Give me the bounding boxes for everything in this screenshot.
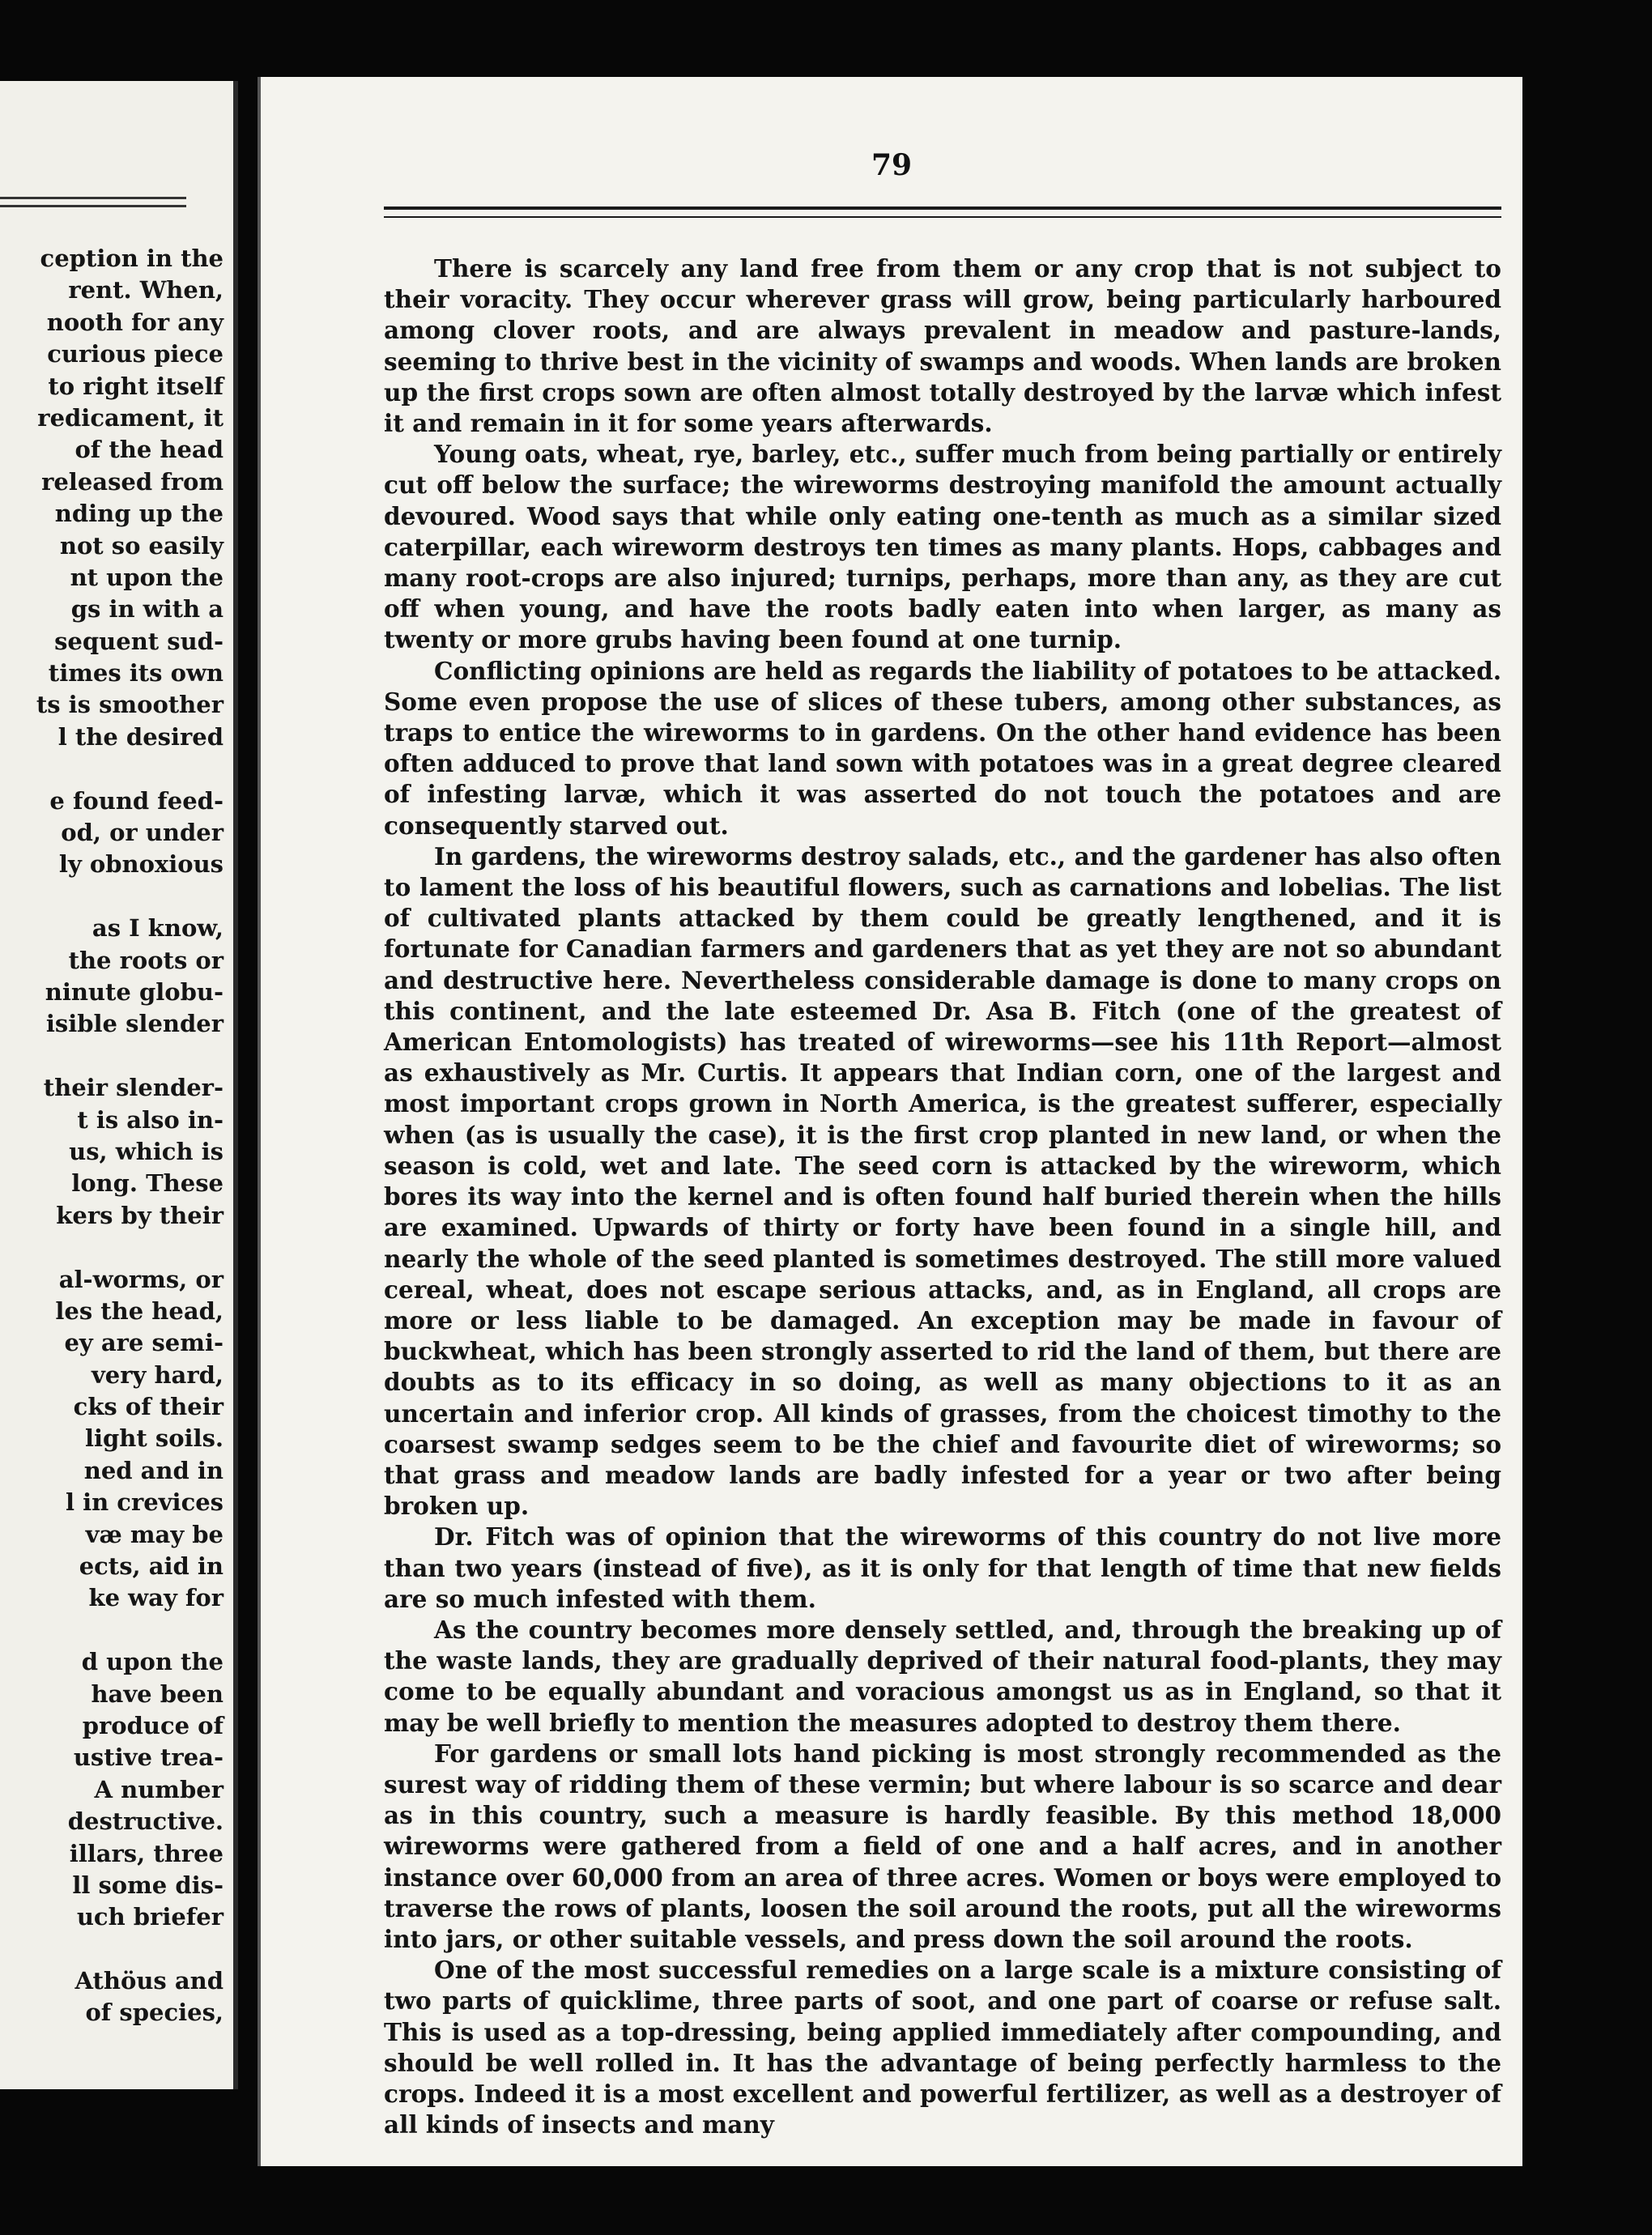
- left-page-line: very hard,: [91, 1360, 224, 1389]
- left-page-line: A number: [94, 1775, 224, 1803]
- left-page-line: long. These: [71, 1169, 224, 1198]
- left-page-line: curious piece: [47, 340, 224, 368]
- left-page-line: destructive.: [67, 1807, 224, 1836]
- left-page-rule: [0, 205, 186, 207]
- left-page-line: times its own: [48, 659, 224, 688]
- left-page-line: not so easily: [59, 531, 224, 560]
- left-page-line: væ may be: [85, 1520, 224, 1548]
- paragraph: In gardens, the wireworms destroy salads, etc., and the gardener has also often to lament the loss of his beautiful flowers, such as carnations and lobelias. The list of cultivated plants attacked by them could be greatly lengthened, and it is fortunate for Canadian farmers and gardeners that as yet they are not so abundant and destructive here. Nevertheless considerable damage is done to many crops on this continent, and the late esteemed Dr. Asa B. Fitch (one of the greatest of American Entomologists) has treated of wireworms—see his 11th Report—almost as exhaustively as Mr. Curtis. It appears that Indian corn, one of the largest and most important crops grown in North America, is the greatest sufferer, especially when (as is usually the case), it is the first crop planted in new land, or when the season is cold, wet and late. The seed corn is attacked by the wireworm, which bores its way into the kernel and is often found half buried therein when the hills are examined. Upwards of thirty or forty have been found in a single hill, and nearly the whole of the seed planted is sometimes destroyed. The still more valued cereal, wheat, does not escape serious attacks, and, as in England, all crops are more or less liable to be damaged. An exception may be made in favour of buckwheat, which has been strongly asserted to rid the land of them, but there are doubts as to its efficacy in so doing, as well as many objections to it as an uncertain and inferior crop. All kinds of grasses, from the choicest timothy to the coarsest swamp sedges seem to be the chief and favourite diet of wireworms; so that grass and meadow lands are badly infested for a year or two after being broken up.: [384, 841, 1501, 1521]
- left-page: [0, 81, 238, 2089]
- left-page-line: al-worms, or: [58, 1265, 224, 1293]
- left-page-line: [0, 1615, 224, 1646]
- left-page-line: l the desired: [57, 722, 224, 751]
- left-page-line: sequent sud-: [54, 627, 224, 655]
- left-page-line: [0, 1934, 224, 1965]
- left-page-line: nding up the: [54, 500, 224, 528]
- left-page-line: [0, 881, 224, 913]
- left-page-line: kers by their: [56, 1201, 224, 1229]
- left-page-line: of the head: [75, 436, 224, 464]
- left-page-line: ninute globu-: [45, 977, 224, 1006]
- paragraph: For gardens or small lots hand picking is most strongly recommended as the surest way of ridding them of these vermin; but where labour is so scarce and dear as in this country, such a measure is hardly feasible. By this method 18,000 wireworms were gathered from a field of one and a half acres, and in another instance over 60,000 from an area of three acres. Women or boys were employed to traverse the rows of plants, loosen the soil around the roots, put all the wireworms into jars, or other suitable vessels, and press down the soil around the roots.: [384, 1739, 1501, 1953]
- left-page-line: d upon the: [81, 1648, 224, 1676]
- right-page: [258, 77, 1522, 2166]
- left-page-line: e found feed-: [49, 786, 224, 815]
- left-page-line: their slender-: [43, 1074, 224, 1102]
- left-page-line: light soils.: [84, 1424, 224, 1453]
- left-page-line: released from: [41, 467, 224, 496]
- body-text: [384, 253, 1501, 2140]
- left-page-line: nooth for any: [46, 308, 224, 336]
- left-page-line: les the head,: [55, 1296, 224, 1325]
- header-rule: [384, 216, 1501, 218]
- left-page-line: ts is smoother: [36, 691, 224, 719]
- page-number: 79: [871, 148, 913, 182]
- left-page-line: cks of their: [73, 1393, 224, 1421]
- left-page-line: od, or under: [61, 819, 224, 847]
- left-page-line: have been: [91, 1679, 224, 1708]
- paragraph: Young oats, wheat, rye, barley, etc., suffer much from being partially or entirely cut off below the surface; the wireworms destroying manifold the amount actually devoured. Wood says that while only eating one-tenth as much as a similar sized caterpillar, each wireworm destroys ten times as many plants. Hops, cabbages and many root-crops are also injured; turnips, perhaps, more than any, as they are cut off when young, and have the roots badly eaten into when larger, as many as twenty or more grubs having been found at one turnip.: [384, 440, 1501, 654]
- left-page-line: illars, three: [69, 1839, 224, 1867]
- left-page-line: ustive trea-: [73, 1743, 224, 1772]
- left-page-line: uch briefer: [76, 1903, 224, 1931]
- left-page-line: rent. When,: [68, 276, 224, 304]
- paragraph: Dr. Fitch was of opinion that the wireworms of this country do not live more than two years (instead of five), as it is only for that length of time that new fields are so much infested with them.: [384, 1522, 1501, 1613]
- left-page-line: the roots or: [68, 946, 224, 974]
- left-page-line: [0, 1041, 224, 1072]
- left-page-line: l in crevices: [66, 1488, 224, 1517]
- left-page-line: ke way for: [88, 1584, 224, 1612]
- left-page-line: produce of: [82, 1711, 224, 1739]
- paragraph: One of the most successful remedies on a large scale is a mixture consisting of two parts of quicklime, three parts of soot, and one part of coarse or refuse salt. This is used as a top-dressing, being applied immediately after compounding, and should be well rolled in. It has the advantage of being perfectly harmless to the crops. Indeed it is a most excellent and powerful fertilizer, as well as a destroyer of all kinds of insects and many: [384, 1956, 1501, 2139]
- paragraph: As the country becomes more densely settled, and, through the breaking up of the waste lands, they are gradually deprived of their natural food-plants, they may come to be equally abundant and voracious amongst us as in England, so that it may be well briefly to mention the measures adopted to destroy them there.: [384, 1615, 1501, 1737]
- left-page-line: ey are semi-: [64, 1329, 224, 1357]
- left-page-line: gs in with a: [70, 595, 224, 624]
- left-page-rule: [0, 197, 186, 199]
- left-page-line: ll some dis-: [72, 1871, 224, 1899]
- left-page-line: ception in the: [40, 245, 224, 272]
- left-page-line: us, which is: [69, 1137, 224, 1165]
- left-page-line: ned and in: [83, 1456, 224, 1484]
- left-page-line: nt upon the: [70, 563, 224, 591]
- left-page-line: [0, 1232, 224, 1263]
- left-page-line: ects, aid in: [79, 1552, 224, 1581]
- left-page-line: ly obnoxious: [58, 850, 224, 879]
- left-page-line: isible slender: [45, 1010, 224, 1038]
- header-rule: [384, 206, 1501, 210]
- left-page-line: redicament, it: [37, 403, 224, 432]
- left-page-line: t is also in-: [77, 1105, 224, 1134]
- paragraph: There is scarcely any land free from them or any crop that is not subject to their voracity. They occur wherever grass will grow, being particularly harboured among clover roots, and are always prevalent in meadow and pasture-lands, seeming to thrive best in the vicinity of swamps and woods. When lands are broken up the first crops sown are often almost totally destroyed by the larvæ which infest it and remain in it for some years afterwards.: [384, 254, 1501, 438]
- left-page-text: [0, 243, 224, 2029]
- paragraph: Conflicting opinions are held as regards the liability of potatoes to be attacked. Some even propose the use of slices of these tubers, among other substances, as traps to entice the wireworms to in gardens. On the other hand evidence has been often adduced to prove that land sown with potatoes was in a great degree cleared of infesting larvæ, which it was asserted do not touch the potatoes and are consequently starved out.: [384, 656, 1501, 840]
- left-page-line: Athöus and: [75, 1967, 224, 1995]
- left-page-line: as I know,: [92, 914, 224, 943]
- left-page-line: [0, 753, 224, 785]
- left-page-line: to right itself: [48, 372, 224, 400]
- left-page-line: of species,: [85, 1999, 224, 2027]
